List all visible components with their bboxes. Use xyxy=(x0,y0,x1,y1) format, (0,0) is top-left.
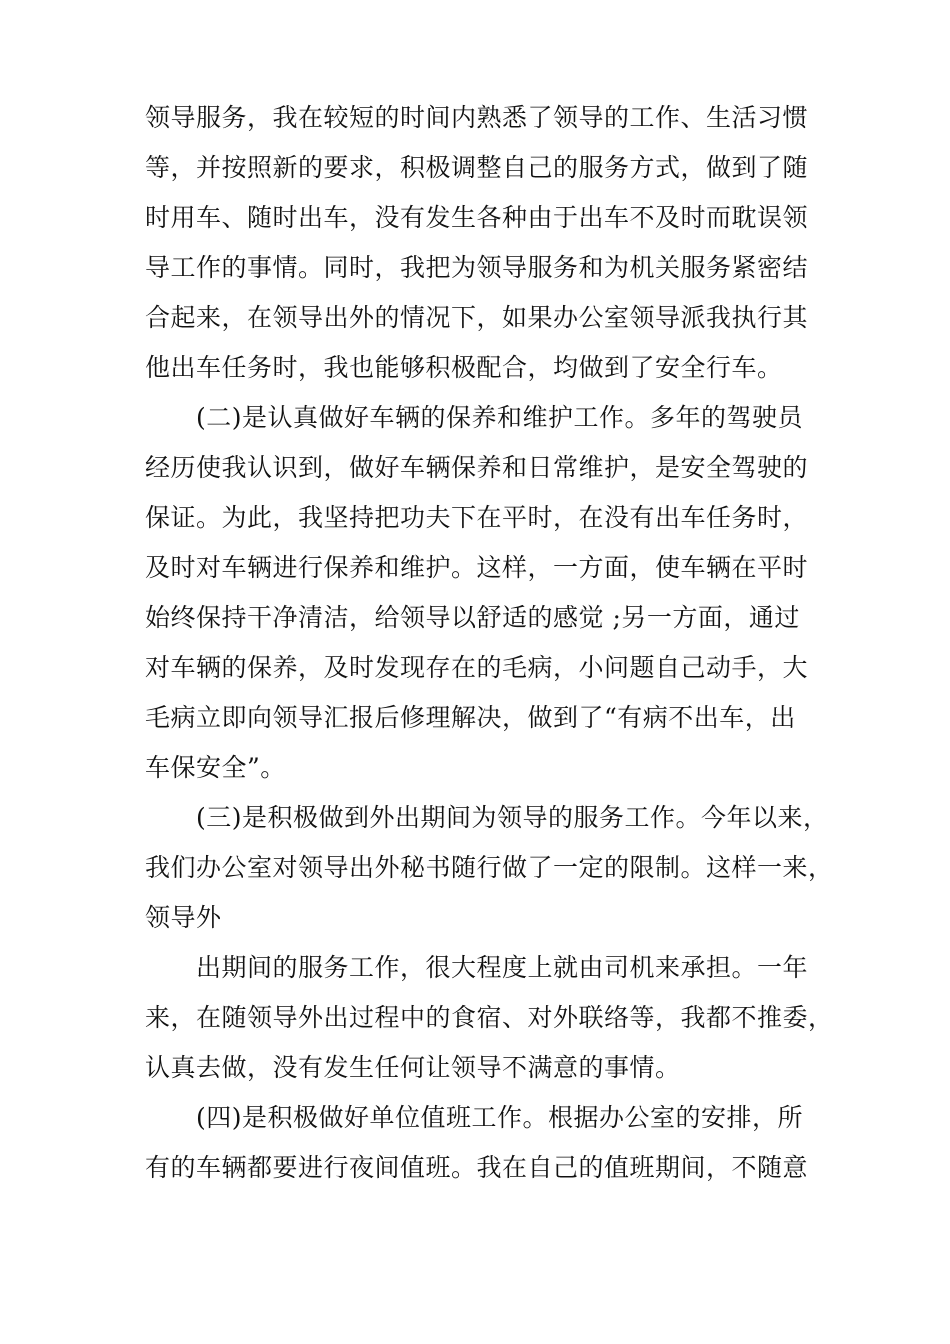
text-line: 毛病立即向领导汇报后修理解决，做到了“有病不出车，出 xyxy=(145,703,796,732)
text-line: 我们办公室对领导出外秘书随行做了一定的限制。这样一来， xyxy=(145,853,834,882)
text-line: 领导服务，我在较短的时间内熟悉了领导的工作、生活习惯 xyxy=(145,103,809,132)
text-line: 及时对车辆进行保养和维护。这样，一方面，使车辆在平时 xyxy=(145,553,809,582)
paragraph-start-line: (四)是积极做好单位值班工作。根据办公室的安排，所 xyxy=(196,1103,804,1132)
text-line: 导工作的事情。同时，我把为领导服务和为机关服务紧密结 xyxy=(145,253,809,282)
text-line: 始终保持干净清洁，给领导以舒适的感觉 ;另一方面，通过 xyxy=(145,603,800,632)
text-line: 合起来，在领导出外的情况下，如果办公室领导派我执行其 xyxy=(145,303,809,332)
text-line: 领导外 xyxy=(145,903,222,932)
text-line: 等，并按照新的要求，积极调整自己的服务方式，做到了随 xyxy=(145,153,809,182)
text-line: 有的车辆都要进行夜间值班。我在自己的值班期间，不随意 xyxy=(145,1153,809,1182)
text-line: 认真去做，没有发生任何让领导不满意的事情。 xyxy=(145,1053,681,1082)
text-line: 经历使我认识到，做好车辆保养和日常维护，是安全驾驶的 xyxy=(145,453,809,482)
paragraph-start-line: 出期间的服务工作，很大程度上就由司机来承担。一年 xyxy=(196,953,809,982)
text-line: 时用车、随时出车，没有发生各种由于出车不及时而耽误领 xyxy=(145,203,809,232)
text-line: 保证。为此，我坚持把功夫下在平时，在没有出车任务时， xyxy=(145,503,809,532)
text-line: 他出车任务时，我也能够积极配合，均做到了安全行车。 xyxy=(145,353,783,382)
text-line: 来，在随领导外出过程中的食宿、对外联络等，我都不推委， xyxy=(145,1003,834,1032)
paragraph-start-line: (二)是认真做好车辆的保养和维护工作。多年的驾驶员 xyxy=(196,403,804,432)
text-line: 车保安全”。 xyxy=(145,753,286,782)
paragraph-start-line: (三)是积极做到外出期间为领导的服务工作。今年以来， xyxy=(196,803,829,832)
text-line: 对车辆的保养，及时发现存在的毛病，小问题自己动手，大 xyxy=(145,653,809,682)
